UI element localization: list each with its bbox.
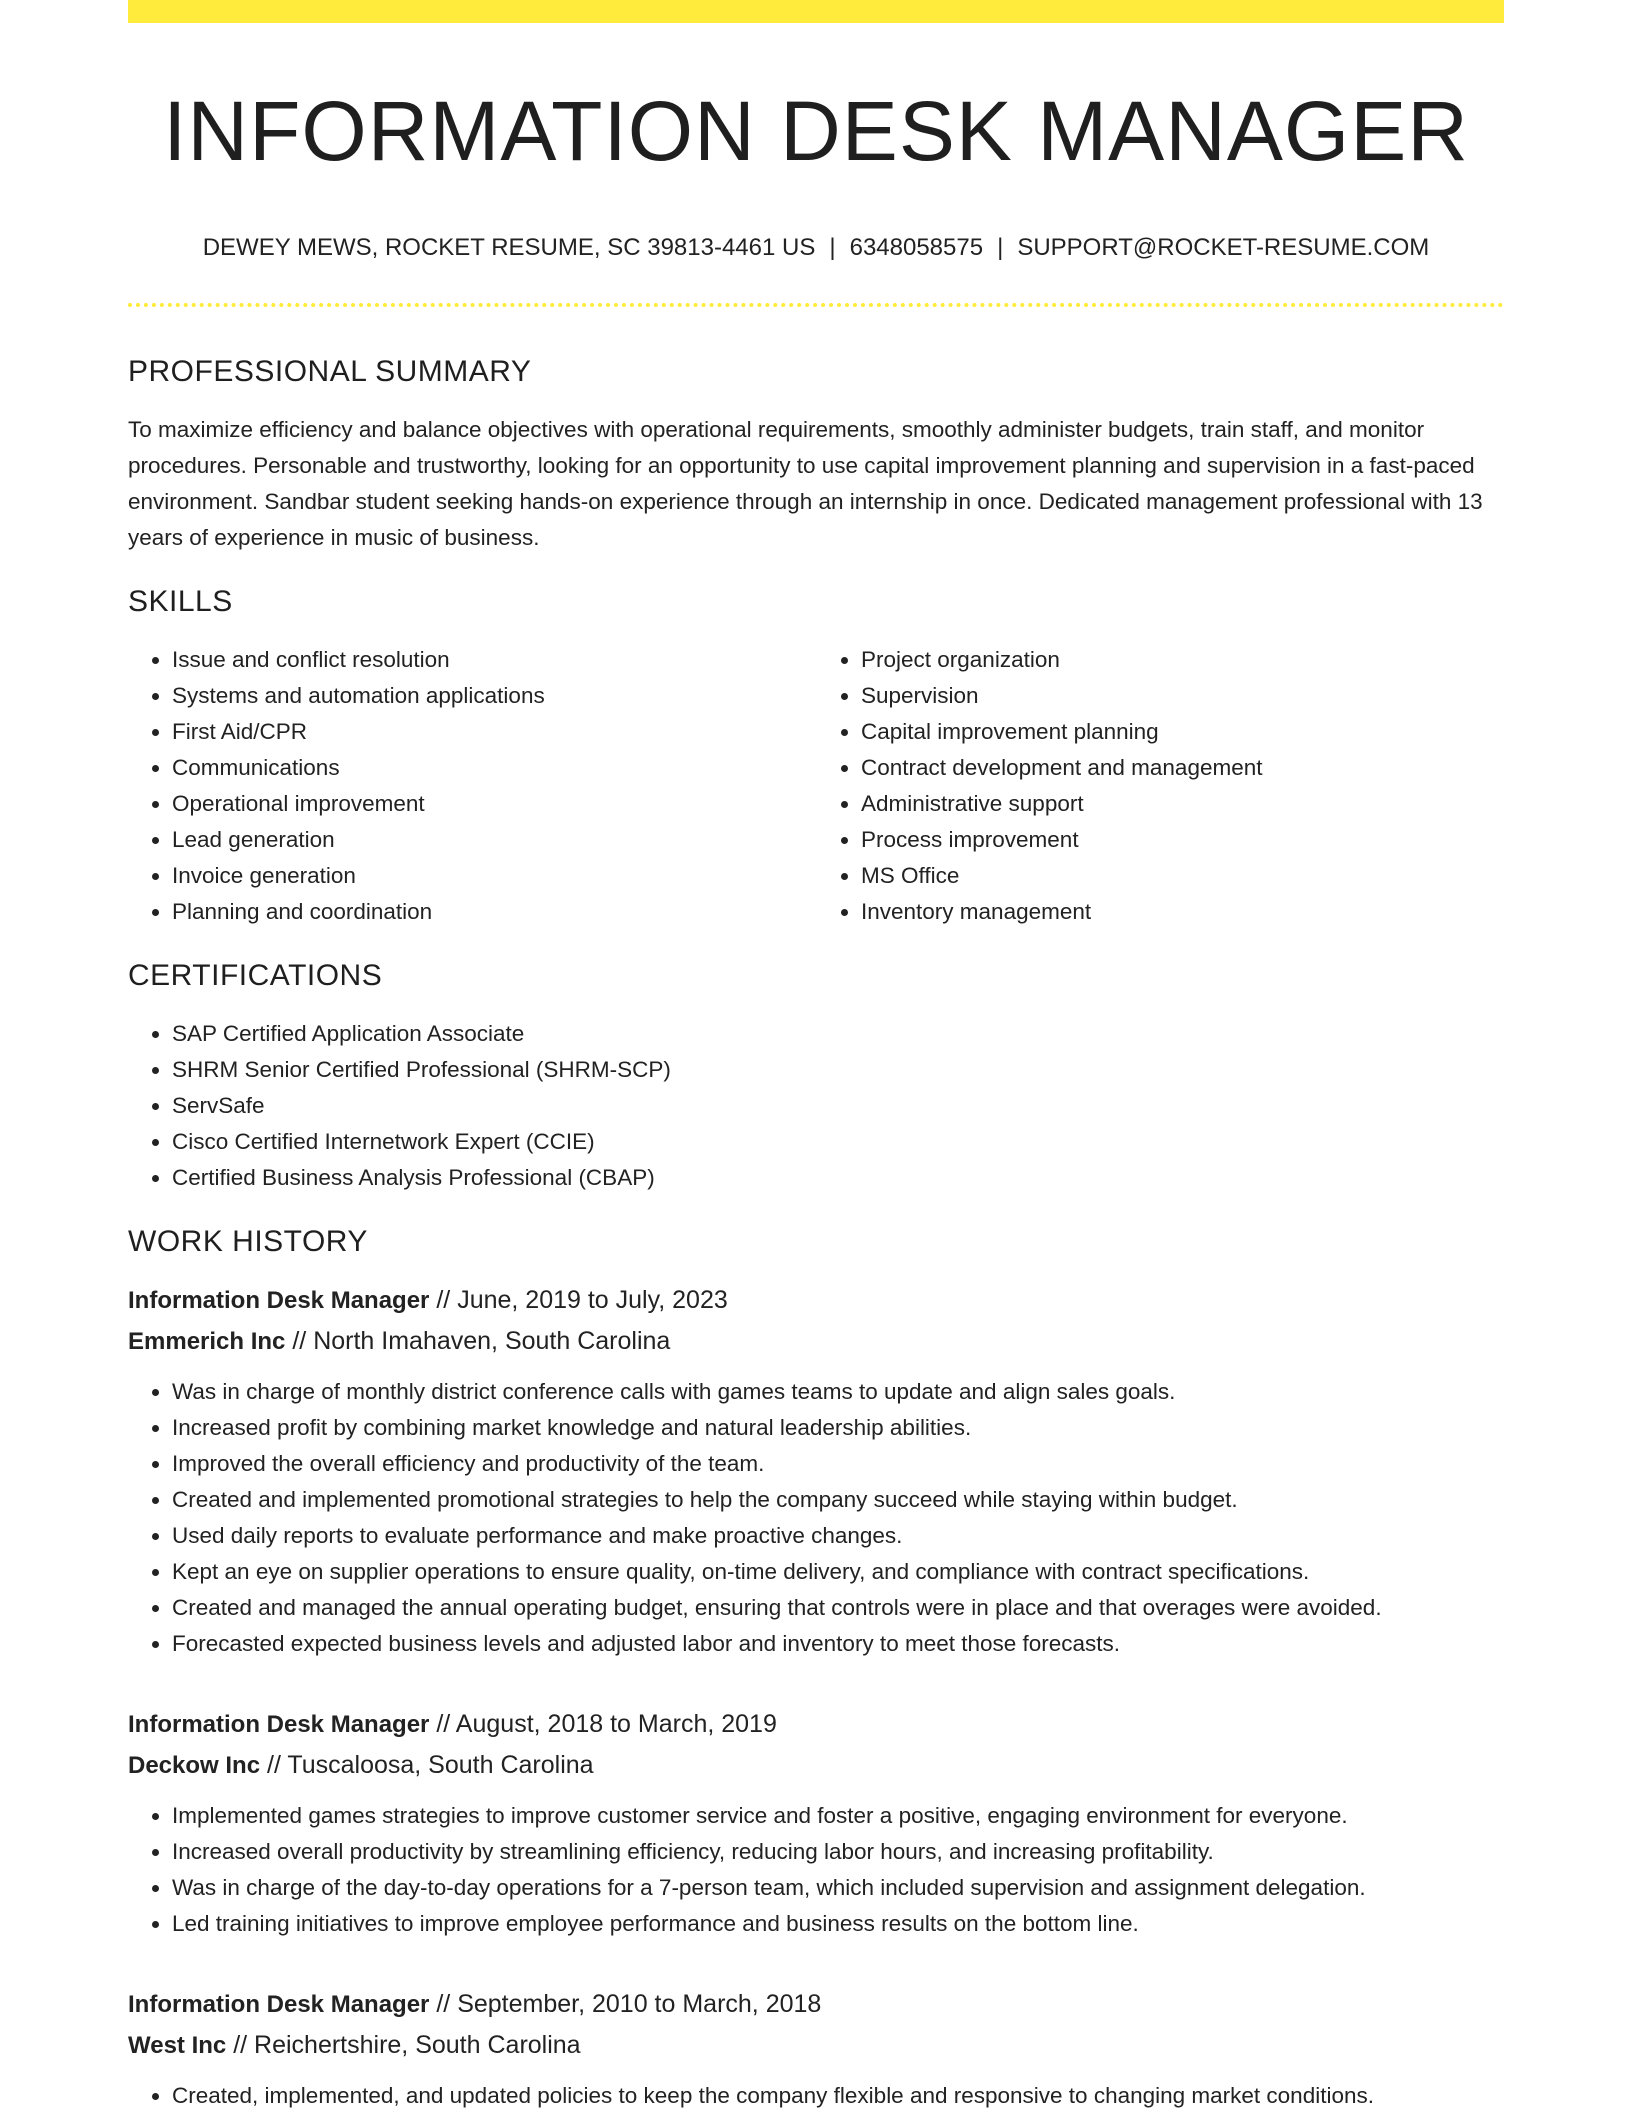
skill-item: • Supervision xyxy=(861,678,1504,714)
job-entry xyxy=(128,1984,1504,2114)
certifications-heading: CERTIFICATIONS xyxy=(128,959,383,993)
job-bullet: • Created, implemented, and updated policies to keep the company flexible and responsive to changing market conditions. xyxy=(172,2078,1504,2114)
summary-text: To maximize efficiency and balance objectives with operational requirements, smoothly administer budgets, train staff, and monitor procedures. Personable and trustworthy, looking for an opportunity to use capital improvement planning and supervision in a fast-paced environment. Sandbar student seeking hands-on experience through an internship in once. Dedicated management professional with 13 years of experience in music of business. xyxy=(128,417,1483,551)
contact-email: SUPPORT@ROCKET-RESUME.COM xyxy=(1017,234,1430,262)
skills-list-right xyxy=(815,642,1504,930)
certifications-list xyxy=(128,1016,1504,1196)
accent-top-bar xyxy=(128,0,1504,23)
resume-title: INFORMATION DESK MANAGER xyxy=(163,84,1469,178)
job-bullet: • Used daily reports to evaluate performance and make proactive changes. xyxy=(172,1518,1504,1554)
skill-item: • Project organization xyxy=(861,642,1504,678)
contact-separator: | xyxy=(829,234,836,262)
skill-item: • Inventory management xyxy=(861,894,1504,930)
contact-separator: | xyxy=(997,234,1004,262)
skill-item: • Planning and coordination xyxy=(172,894,815,930)
skill-item: • Communications xyxy=(172,750,815,786)
job-bullet: • Created and managed the annual operating budget, ensuring that controls were in place and that overages were avoided. xyxy=(172,1590,1504,1626)
certification-item: • ServSafe xyxy=(172,1088,1504,1124)
job-company-line xyxy=(128,2025,1504,2066)
job-bullet: • Kept an eye on supplier operations to ensure quality, on-time delivery, and compliance with contract specifications. xyxy=(172,1554,1504,1590)
skill-item: • Administrative support xyxy=(861,786,1504,822)
certification-item: • Certified Business Analysis Professional (CBAP) xyxy=(172,1160,1504,1196)
job-company-line xyxy=(128,1745,1504,1786)
certification-item: • SAP Certified Application Associate xyxy=(172,1016,1504,1052)
skill-item: • First Aid/CPR xyxy=(172,714,815,750)
skill-item: • Process improvement xyxy=(861,822,1504,858)
job-bullets xyxy=(128,1374,1504,1662)
job-dates: // September, 2010 to March, 2018 xyxy=(429,1990,822,2019)
skills-list-left xyxy=(128,642,815,930)
job-bullet: • Increased profit by combining market knowledge and natural leadership abilities. xyxy=(172,1410,1504,1446)
job-location: // Tuscaloosa, South Carolina xyxy=(260,1751,594,1780)
job-bullet: • Improved the overall efficiency and productivity of the team. xyxy=(172,1446,1504,1482)
job-dates: // June, 2019 to July, 2023 xyxy=(429,1286,728,1315)
work-history-heading: WORK HISTORY xyxy=(128,1225,368,1259)
skill-item: • Invoice generation xyxy=(172,858,815,894)
resume-page xyxy=(128,0,1504,2114)
job-role: Information Desk Manager xyxy=(128,1991,430,2019)
skill-item: • Systems and automation applications xyxy=(172,678,815,714)
skill-item: • Operational improvement xyxy=(172,786,815,822)
contact-line xyxy=(128,234,1504,263)
skill-item: • Capital improvement planning xyxy=(861,714,1504,750)
summary-heading: PROFESSIONAL SUMMARY xyxy=(128,355,532,389)
job-company: West Inc xyxy=(128,2032,227,2060)
skills-heading: SKILLS xyxy=(128,585,233,619)
skill-item: • Lead generation xyxy=(172,822,815,858)
contact-address: DEWEY MEWS, ROCKET RESUME, SC 39813-4461 US xyxy=(202,234,816,262)
contact-phone: 6348058575 xyxy=(849,234,984,262)
job-entry xyxy=(128,1704,1504,1942)
job-role-line xyxy=(128,1984,1504,2025)
job-bullet: • Created and implemented promotional strategies to help the company succeed while staying within budget. xyxy=(172,1482,1504,1518)
job-entry xyxy=(128,1280,1504,1662)
job-bullet: • Was in charge of monthly district conference calls with games teams to update and align sales goals. xyxy=(172,1374,1504,1410)
skill-item: • Contract development and management xyxy=(861,750,1504,786)
job-bullet: • Increased overall productivity by streamlining efficiency, reducing labor hours, and increasing profitability. xyxy=(172,1834,1504,1870)
job-bullet: • Was in charge of the day-to-day operations for a 7-person team, which included supervision and assignment delegation. xyxy=(172,1870,1504,1906)
job-bullet: • Implemented games strategies to improve customer service and foster a positive, engaging environment for everyone. xyxy=(172,1798,1504,1834)
job-bullet: • Forecasted expected business levels and adjusted labor and inventory to meet those forecasts. xyxy=(172,1626,1504,1662)
job-role: Information Desk Manager xyxy=(128,1287,430,1315)
job-company-line xyxy=(128,1321,1504,1362)
dotted-divider xyxy=(128,303,1504,307)
job-bullets xyxy=(128,2078,1504,2114)
job-location: // Reichertshire, South Carolina xyxy=(226,2031,581,2060)
skill-item: • MS Office xyxy=(861,858,1504,894)
job-role-line xyxy=(128,1280,1504,1321)
job-role: Information Desk Manager xyxy=(128,1711,430,1739)
certification-item: • SHRM Senior Certified Professional (SHRM-SCP) xyxy=(172,1052,1504,1088)
job-company: Deckow Inc xyxy=(128,1752,261,1780)
job-bullets xyxy=(128,1798,1504,1942)
job-bullet: • Led training initiatives to improve employee performance and business results on the bottom line. xyxy=(172,1906,1504,1942)
job-company: Emmerich Inc xyxy=(128,1328,286,1356)
certification-item: • Cisco Certified Internetwork Expert (CCIE) xyxy=(172,1124,1504,1160)
skill-item: • Issue and conflict resolution xyxy=(172,642,815,678)
job-location: // North Imahaven, South Carolina xyxy=(285,1327,671,1356)
job-dates: // August, 2018 to March, 2019 xyxy=(429,1710,777,1739)
job-role-line xyxy=(128,1704,1504,1745)
skills-grid xyxy=(128,642,1504,930)
